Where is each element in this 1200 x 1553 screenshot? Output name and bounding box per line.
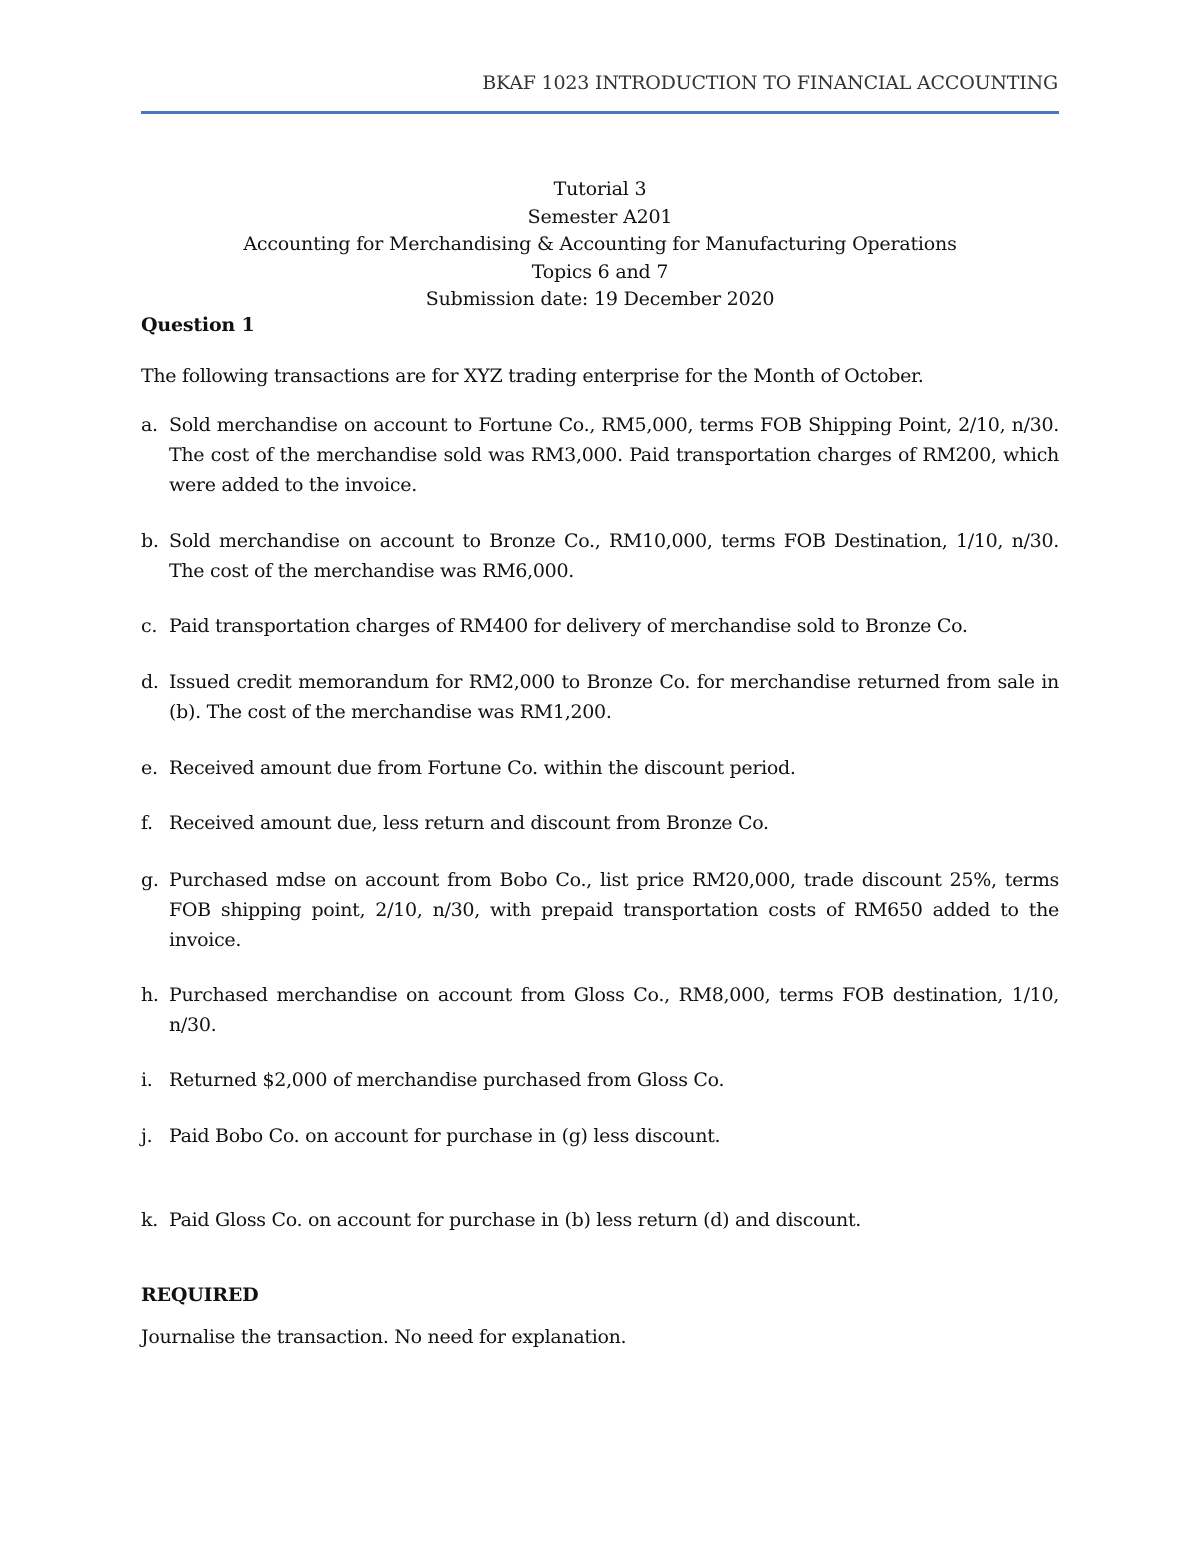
list-item-marker: f.: [141, 812, 153, 834]
list-item-text: Purchased merchandise on account from Gloss Co., RM8,000, terms FOB destination, 1/10, n/30.: [169, 984, 1059, 1036]
list-item-text: Returned $2,000 of merchandise purchased from Gloss Co.: [169, 1069, 725, 1091]
header-rule: [141, 111, 1059, 114]
list-item-text: Sold merchandise on account to Fortune Co., RM5,000, terms FOB Shipping Point, 2/10, n/30. The cost of the merchandise sold was RM3,000. Paid transportation charges of RM200, which were added to the invoice.: [169, 414, 1059, 496]
tutorial-title: Tutorial 3: [553, 178, 647, 200]
list-item-text: Paid transportation charges of RM400 for delivery of merchandise sold to Bronze Co.: [169, 615, 968, 637]
question-intro: The following transactions are for XYZ trading enterprise for the Month of October.: [141, 365, 924, 387]
list-item-marker: c.: [141, 615, 158, 637]
required-instruction: Journalise the transaction. No need for explanation.: [141, 1326, 627, 1348]
list-item-marker: d.: [141, 671, 159, 693]
list-item-text: Paid Gloss Co. on account for purchase in (b) less return (d) and discount.: [169, 1209, 862, 1231]
list-item-text: Sold merchandise on account to Bronze Co., RM10,000, terms FOB Destination, 1/10, n/30. The cost of the merchandise was RM6,000.: [169, 530, 1059, 582]
list-item: [141, 865, 1059, 955]
question-heading: Question 1: [141, 314, 255, 336]
list-item-text: Purchased mdse on account from Bobo Co., list price RM20,000, trade discount 25%, terms FOB shipping point, 2/10, n/30, with prepaid transportation costs of RM650 added to the invoice.: [169, 869, 1059, 951]
list-item-text: Issued credit memorandum for RM2,000 to Bronze Co. for merchandise returned from sale in (b). The cost of the merchandise was RM1,200.: [169, 671, 1059, 723]
list-item: [141, 1065, 1059, 1095]
semester-line: Semester A201: [527, 205, 673, 228]
required-heading: REQUIRED: [141, 1284, 259, 1306]
list-item: [141, 611, 1059, 641]
title-block: [141, 176, 1059, 314]
list-item-marker: k.: [141, 1209, 158, 1231]
list-item: [141, 526, 1059, 586]
list-item-marker: a.: [141, 414, 158, 436]
list-item: [141, 1205, 1059, 1235]
list-item-marker: h.: [141, 984, 159, 1006]
course-header-title: BKAF 1023 INTRODUCTION TO FINANCIAL ACCOUNTING: [482, 72, 1058, 94]
list-item: [141, 410, 1059, 500]
list-item: [141, 808, 1059, 838]
list-item-marker: e.: [141, 757, 158, 779]
list-item-text: Paid Bobo Co. on account for purchase in (g) less discount.: [169, 1125, 721, 1147]
list-item-text: Received amount due from Fortune Co. within the discount period.: [169, 757, 796, 779]
list-item-marker: b.: [141, 530, 159, 552]
list-item: [141, 1121, 1059, 1151]
subject-line: Accounting for Merchandising & Accounting for Manufacturing Operations: [243, 233, 957, 255]
submission-date-line: Submission date: 19 December 2020: [425, 288, 775, 310]
list-item: [141, 980, 1059, 1040]
list-item: [141, 667, 1059, 727]
list-item-marker: g.: [141, 869, 159, 891]
topics-line: Topics 6 and 7: [531, 260, 669, 283]
list-item: [141, 753, 1059, 783]
list-item-text: Received amount due, less return and discount from Bronze Co.: [169, 812, 769, 834]
list-item-marker: j.: [141, 1125, 153, 1147]
list-item-marker: i.: [141, 1069, 153, 1091]
